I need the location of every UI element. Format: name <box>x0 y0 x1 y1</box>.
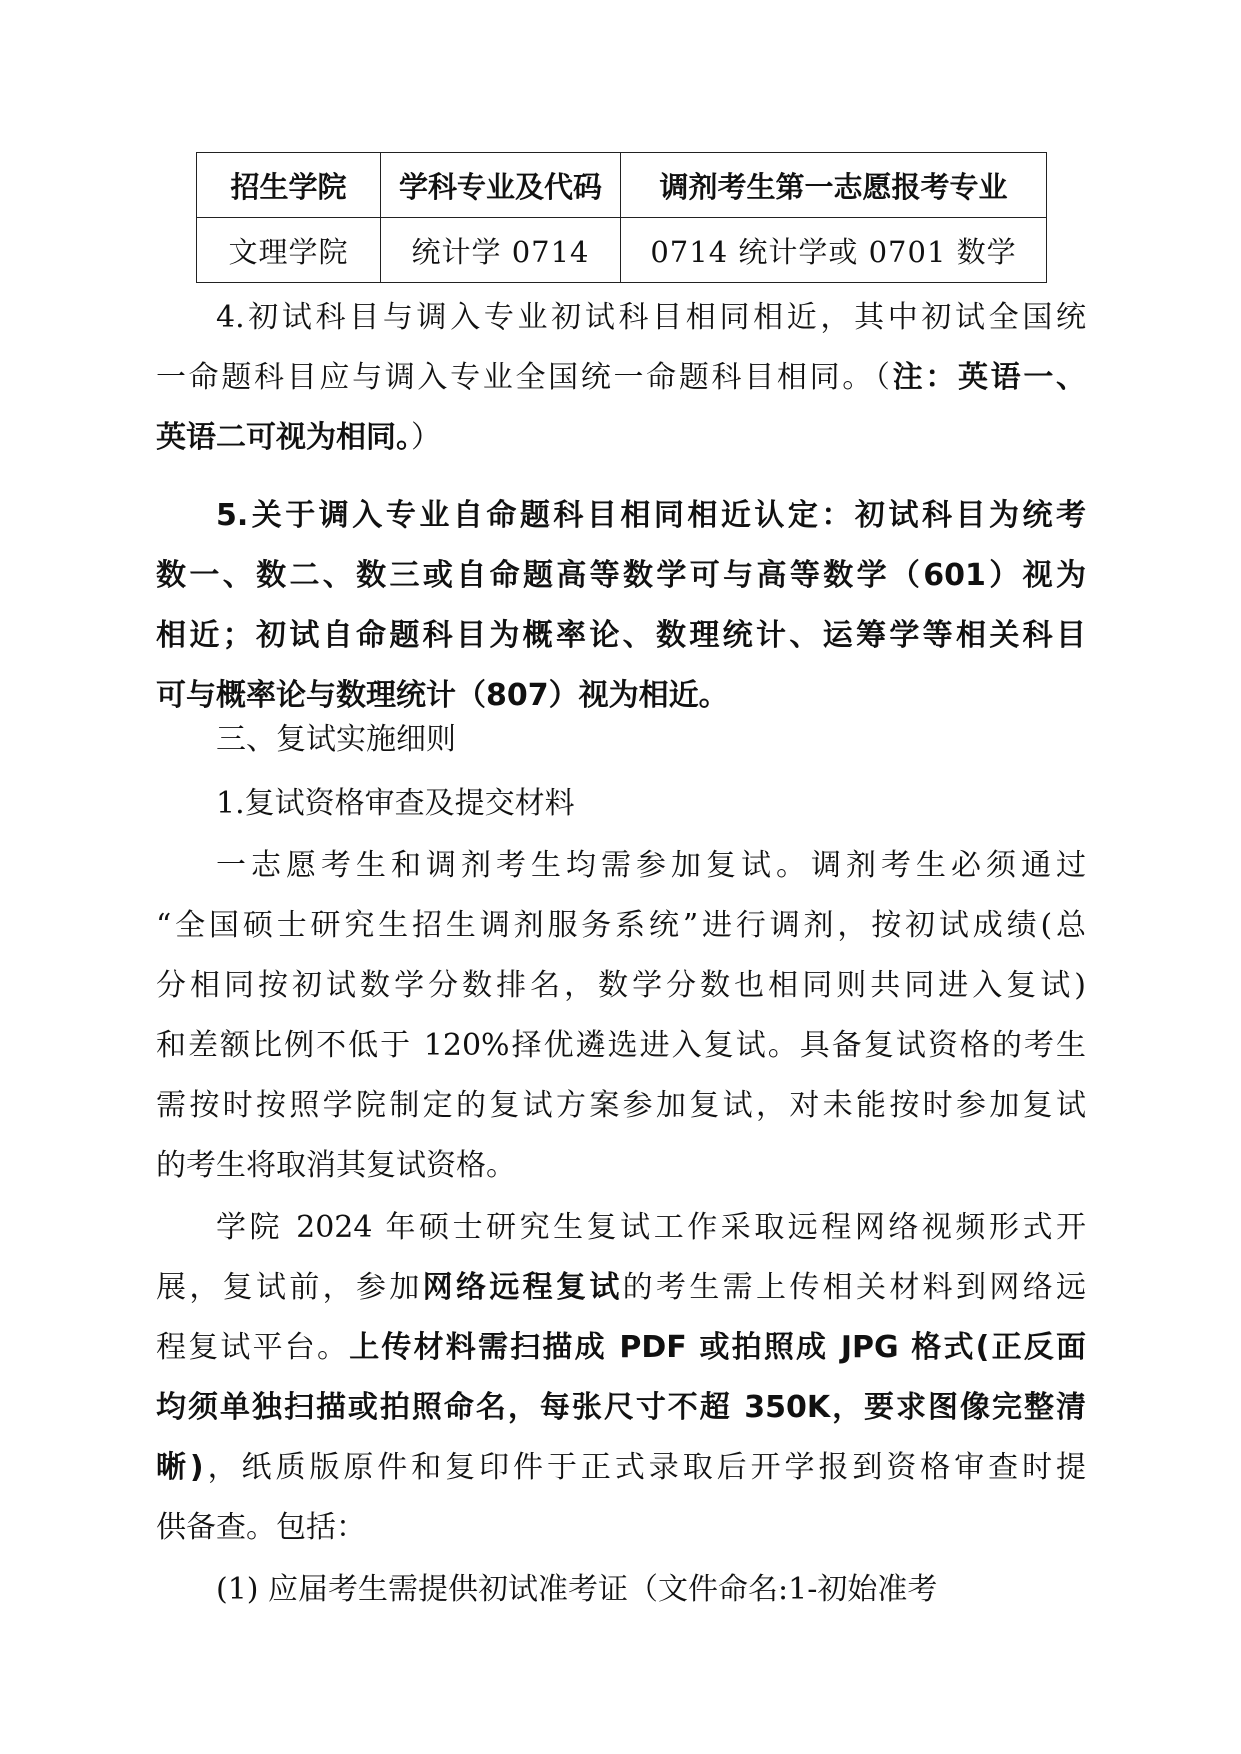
para-2-upload-rule: 上传材料需扫描成 PDF 或拍照成 JPG 格式(正反面 <box>349 1330 1086 1365</box>
table-row <box>197 218 1047 283</box>
item-4 <box>156 288 1086 468</box>
para-1-line-6: 的考生将取消其复试资格。 <box>156 1148 516 1183</box>
para-2-line-6: 供备查。包括： <box>156 1510 366 1545</box>
para-2-line-4: 均须单独扫描或拍照命名，每张尺寸不超 350K，要求图像完整清 <box>156 1390 1086 1425</box>
item-5-line-1: 5.关于调入专业自命题科目相同相近认定：初试科目为统考 <box>216 498 1086 533</box>
para-2-line-3 <box>156 1318 1086 1378</box>
item-5-line-4: 可与概率论与数理统计（807）视为相近。 <box>156 678 729 713</box>
header-first-choice: 调剂考生第一志愿报考专业 <box>621 153 1047 218</box>
item-5 <box>156 486 1086 726</box>
para-remote-materials <box>156 1198 1086 1558</box>
para-2-text-c: 程复试平台。 <box>156 1330 350 1365</box>
item-5-line-2: 数一、数二、数三或自命题高等数学可与高等数学（601）视为 <box>156 558 1086 593</box>
para-2-text-d: ，纸质版原件和复印件于正式录取后开学报到资格审查时提 <box>203 1450 1087 1485</box>
para-1-line-1: 一志愿考生和调剂考生均需参加复试。调剂考生必须通过 <box>216 848 1086 883</box>
cell-college: 文理学院 <box>197 218 381 283</box>
para-2-line-2 <box>156 1258 1086 1318</box>
item-4-line-3 <box>156 408 1086 468</box>
cell-first-choice: 0714 统计学或 0701 数学 <box>621 218 1047 283</box>
para-1-line-5: 需按时按照学院制定的复试方案参加复试，对未能按时参加复试 <box>156 1088 1086 1123</box>
para-2-remote-retest: 网络远程复试 <box>422 1270 623 1305</box>
item-4-paren: ） <box>411 420 441 455</box>
header-major-code: 学科专业及代码 <box>381 153 621 218</box>
section-3-subtitle: 1.复试资格审查及提交材料 <box>216 786 575 821</box>
item-4-line-2 <box>156 348 1086 408</box>
para-2-line-5 <box>156 1438 1086 1498</box>
para-1-line-4: 和差额比例不低于 120%择优遴选进入复试。具备复试资格的考生 <box>156 1028 1086 1063</box>
section-3-title: 三、复试实施细则 <box>216 722 456 757</box>
item-5-line-3: 相近；初试自命题科目为概率论、数理统计、运筹学等相关科目 <box>156 618 1086 653</box>
para-1-line-2: “全国硕士研究生招生调剂服务系统”进行调剂，按初试成绩(总 <box>156 908 1086 943</box>
para-2-upload-rule-end: 晰) <box>156 1450 204 1485</box>
para-1-line-3: 分相同按初试数学分数排名，数学分数也相同则共同进入复试) <box>156 968 1086 1003</box>
cell-major-code: 统计学 0714 <box>381 218 621 283</box>
item-4-line-1: 4.初试科目与调入专业初试科目相同相近，其中初试全国统 <box>216 300 1086 335</box>
para-2-line-1: 学院 2024 年硕士研究生复试工作采取远程网络视频形式开 <box>216 1210 1086 1245</box>
table-header-row <box>197 153 1047 218</box>
item-4-text: 一命题科目应与调入专业全国统一命题科目相同。（ <box>156 360 893 395</box>
adjustment-table <box>196 152 1047 283</box>
para-2-text-a: 展，复试前，参加 <box>156 1270 423 1305</box>
header-college: 招生学院 <box>197 153 381 218</box>
item-4-note-cont: 英语二可视为相同。 <box>156 420 411 455</box>
para-retest-qualification <box>156 836 1086 1196</box>
item-4-note: 注：英语一、 <box>892 360 1087 395</box>
list-item-1: (1) 应届考生需提供初试准考证（文件命名:1-初始准考 <box>216 1572 938 1607</box>
para-2-text-b: 的考生需上传相关材料到网络远 <box>622 1270 1087 1305</box>
